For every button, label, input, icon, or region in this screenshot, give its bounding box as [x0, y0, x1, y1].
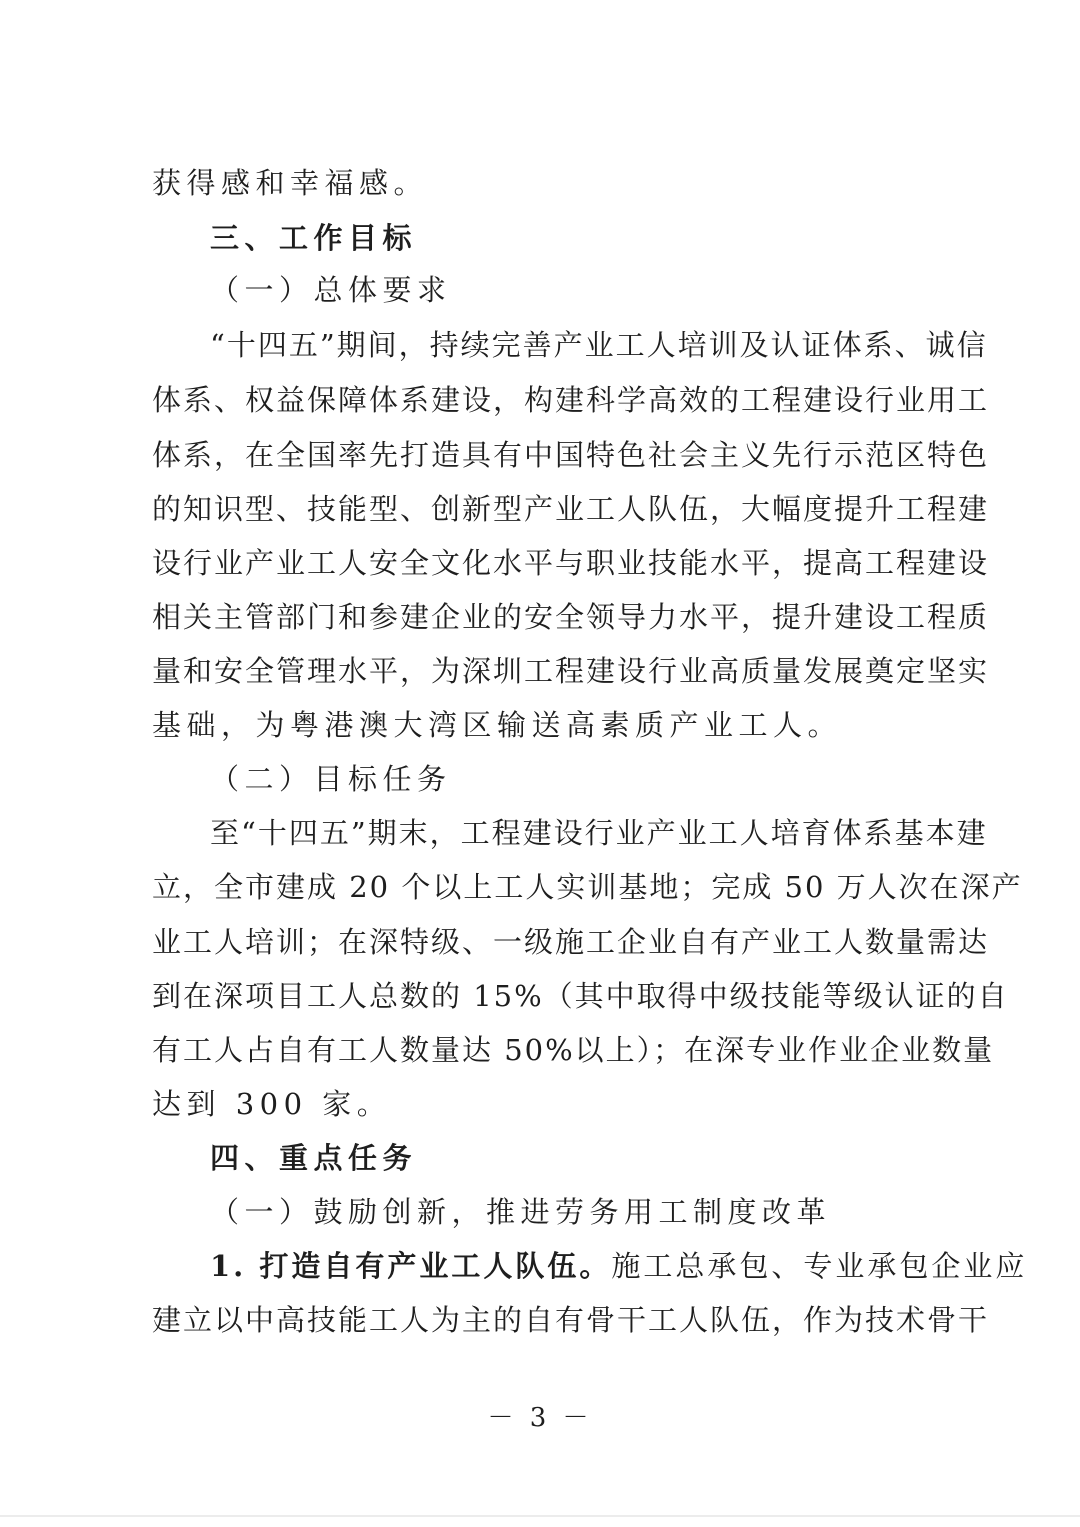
paragraph-line: 的知识型、技能型、创新型产业工人队伍，大幅度提升工程建: [152, 492, 990, 526]
paragraph-line: 获得感和幸福感。: [152, 166, 429, 200]
paragraph-line: 体系，在全国率先打造具有中国特色社会主义先行示范区特色: [152, 438, 990, 472]
task-title: 1. 打造自有产业工人队伍。: [210, 1249, 612, 1283]
paragraph-line: 至“十四五”期末，工程建设行业产业工人培育体系基本建: [210, 816, 988, 850]
page-number: － 3 －: [487, 1403, 593, 1433]
paragraph-line: 业工人培训；在深特级、一级施工企业自有产业工人数量需达: [152, 925, 990, 959]
paragraph-line: 建立以中高技能工人为主的自有骨干工人队伍，作为技术骨干: [152, 1303, 990, 1337]
subsection-heading-2: （二）目标任务: [210, 762, 452, 796]
section-heading-4: 四、重点任务: [210, 1141, 418, 1175]
subsection-heading-1: （一）总体要求: [210, 273, 452, 307]
scan-edge: [0, 1515, 1080, 1517]
paragraph-line: 有工人占自有工人数量达 50%以上）；在深专业作业企业数量: [152, 1033, 995, 1067]
paragraph-line: 立，全市建成 20 个以上工人实训基地；完成 50 万人次在深产: [152, 870, 1023, 904]
paragraph-line: 设行业产业工人安全文化水平与职业技能水平，提高工程建设: [152, 546, 990, 580]
paragraph-line: [210, 1246, 1028, 1286]
paragraph-line: 量和安全管理水平，为深圳工程建设行业高质量发展奠定坚实: [152, 654, 990, 688]
paragraph-line: “十四五”期间，持续完善产业工人培训及认证体系、诚信: [210, 328, 988, 362]
paragraph-line: 相关主管部门和参建企业的安全领导力水平，提升建设工程质: [152, 600, 990, 634]
paragraph-line: 基础，为粤港澳大湾区输送高素质产业工人。: [152, 708, 843, 742]
paragraph-line: 体系、权益保障体系建设，构建科学高效的工程建设行业用工: [152, 383, 990, 417]
task-text: 施工总承包、专业承包企业应: [611, 1249, 1028, 1283]
paragraph-line: 到在深项目工人总数的 15%（其中取得中级技能等级认证的自: [152, 979, 1009, 1013]
subsection-heading-1: （一）鼓励创新，推进劳务用工制度改革: [210, 1195, 832, 1229]
paragraph-line: 达到 300 家。: [152, 1087, 392, 1121]
section-heading-3: 三、工作目标: [210, 221, 418, 255]
